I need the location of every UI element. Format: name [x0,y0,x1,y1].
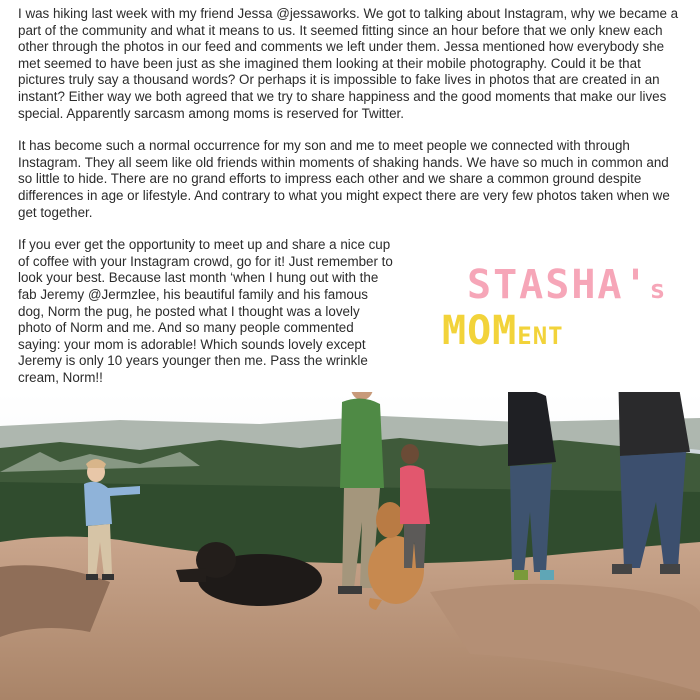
paragraph-3: If you ever get the opportunity to meet up and share a nice cup of coffee with your Instagram crowd, go for it! Just remember to look your best. Because last month ‘when I hung out with the fab Jeremy @Jermzlee, his beautiful family and his famous dog, Norm the pug, he posted what I thought was a lovely photo of Norm and me. And so many people commented saying: your mom is adorable! Which sounds lovely except Jeremy is only 10 years younger then me. Pass the wrinkle cream, Norm!! [18,237,393,385]
title-stasha [467,262,667,308]
paragraph-1: I was hiking last week with my friend Jessa @jessaworks. We got to talking about Instagram, why we became a part of the community and what it means to us. It seemed fitting since an hour before that we only knew each other through the photos in our feed and comments we left under them. Jessa mentioned how everybody she met seemed to have been just as she imagined them looking at their mobile photography. Could it be that pictures truly say a thousand words? Or perhaps it is impossible to fake lives in photos that are created in an instant? Either way we both agreed that we try to share happiness and the good moments that make our lives special. Apparently sarcasm among moms is reserved for Twitter. [18,6,679,121]
title-moment-suffix: ENT [517,322,564,350]
hiking-photo [0,392,700,700]
title-stasha-main: STASHA' [467,262,650,308]
title-moment [442,308,564,354]
title-stasha-suffix: s [649,275,668,305]
article-body [18,6,686,386]
paragraph-2: It has become such a normal occurrence for my son and me to meet people we connected with through Instagram. They all seem like old friends within moments of shaking hands. We have so much in common and so little to hide. There are no grand efforts to impress each other and we share a common ground despite differences in age or lifestyle. And contrary to what you might expect there are very few photos taken when we get together. [18,138,670,220]
title-moment-main: MOM [442,308,518,354]
